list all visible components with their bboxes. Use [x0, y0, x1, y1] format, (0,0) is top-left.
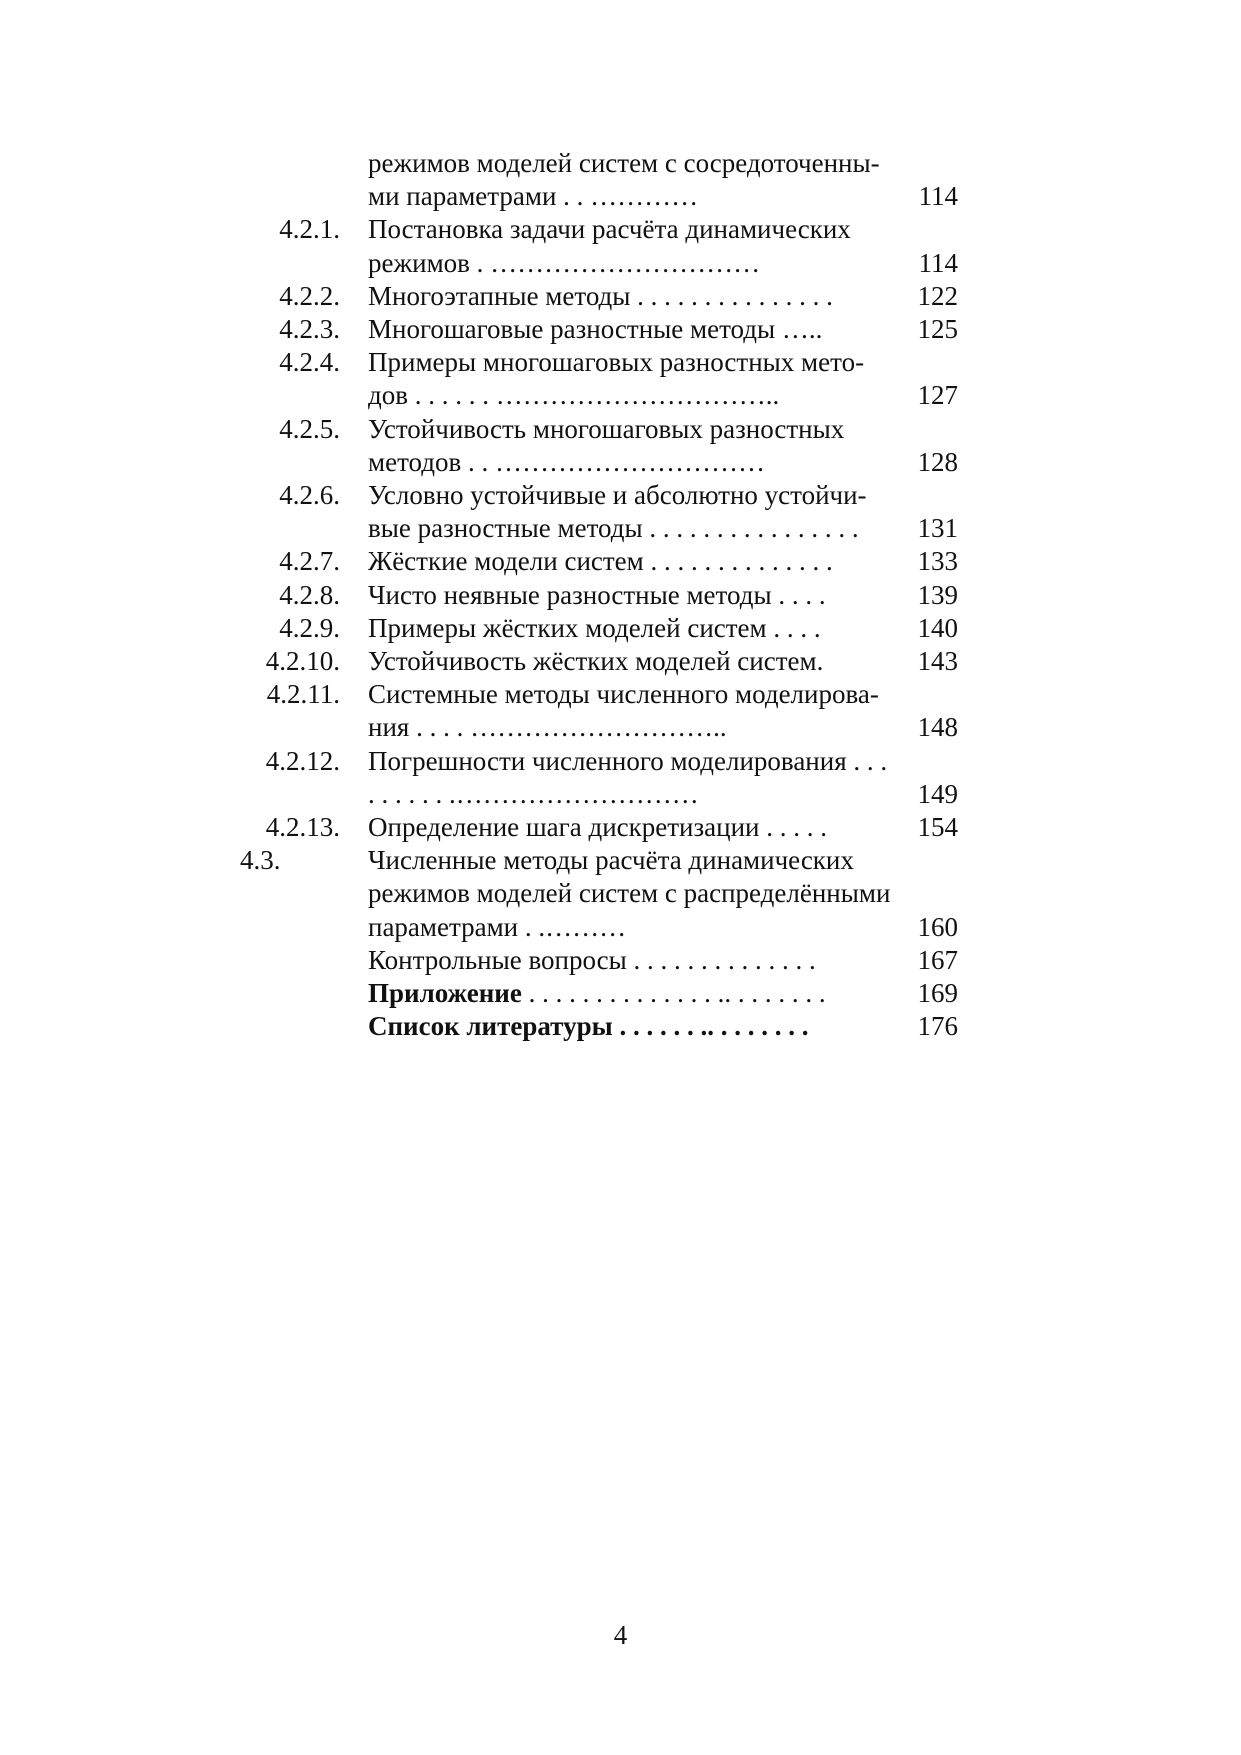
toc-entry-body: [368, 213, 958, 279]
toc-entry-number: 4.2.12.: [265, 745, 340, 776]
toc-line: [368, 479, 958, 512]
toc-line-text: Многошаговые разностные методы …..: [368, 314, 823, 345]
toc-line: [368, 811, 958, 844]
toc-line: [368, 711, 958, 744]
toc-entry-number: 4.2.11.: [266, 679, 340, 710]
toc-line: [368, 313, 958, 346]
toc-page-number: 167: [917, 944, 958, 975]
toc-line-text: режимов моделей систем с сосредоточенны-: [368, 148, 880, 178]
toc-entry: [240, 413, 1020, 479]
toc-line: [368, 645, 958, 678]
toc-bold-title: Список литературы: [368, 1011, 613, 1042]
toc-line-text: Устойчивость жёстких моделей систем.: [368, 646, 824, 677]
toc-page-number: 114: [918, 181, 958, 212]
toc-page-number: [906, 678, 958, 711]
toc-entry-number: 4.2.1.: [279, 214, 340, 245]
toc-page-number: [906, 147, 958, 180]
toc-entry: [240, 479, 1020, 545]
toc-entry: [240, 545, 1020, 578]
toc-page-number: 133: [917, 546, 958, 577]
toc-line-text: ния . . . . ………………………..: [368, 712, 727, 743]
toc-entry-body: [368, 545, 958, 578]
toc-line-text: режимов моделей систем с распределёнными: [368, 878, 891, 909]
toc-page-number: 148: [917, 712, 958, 743]
toc-line-text: режимов . …………………………: [368, 247, 761, 278]
toc-page-number: 139: [917, 579, 958, 610]
toc-line-text: [368, 977, 906, 1010]
toc-entry: [240, 944, 1020, 977]
toc-line: [368, 778, 958, 811]
toc-entry-number: 4.2.7.: [279, 546, 340, 577]
toc-line-text: Условно устойчивые и абсолютно устойчи-: [368, 480, 867, 511]
toc-entry-body: [368, 280, 958, 313]
toc-entry: [240, 280, 1020, 313]
toc-line: [368, 147, 958, 180]
toc-entry-body: [368, 745, 958, 811]
toc-leader-dots: . . . . . . .. . . . . . . .: [612, 1011, 809, 1042]
toc-entry-number: 4.2.13.: [265, 812, 340, 843]
toc-entry: [240, 811, 1020, 844]
toc-line: [368, 346, 958, 379]
toc-line-text: Погрешности численного моделирования . . .: [368, 745, 888, 776]
toc-entry: [240, 678, 1020, 744]
toc-entry: [240, 745, 1020, 811]
toc-line-text: Численные методы расчёта динамических: [368, 845, 854, 876]
toc-line-text: Определение шага дискретизации . . . . .: [368, 812, 827, 843]
toc-line-text: Устойчивость многошаговых разностных: [368, 413, 845, 444]
toc-entry-number: 4.3.: [240, 845, 281, 876]
toc-page-number: [906, 877, 958, 910]
toc-line: [368, 446, 958, 479]
toc-bold-title: Приложение: [368, 978, 522, 1009]
toc-line: [368, 944, 958, 977]
toc-entry: [240, 313, 1020, 346]
toc-line-text: Примеры многошаговых разностных мето-: [368, 347, 865, 378]
toc-line-text: Многоэтапные методы . . . . . . . . . . . . . . .: [368, 280, 833, 311]
toc-page-number: 154: [917, 812, 958, 843]
toc-line-text: параметрами . .………: [368, 911, 627, 942]
toc-entry-number: 4.2.4.: [279, 347, 340, 378]
toc-line-text: Постановка задачи расчёта динамических: [368, 214, 851, 245]
toc-entry-body: [368, 645, 958, 678]
toc-entry-body: [368, 579, 958, 612]
toc-page-number: 149: [917, 778, 958, 809]
toc-line-text: Контрольные вопросы . . . . . . . . . . . . . .: [368, 944, 816, 975]
toc-entry: [240, 579, 1020, 612]
toc-line: [368, 977, 958, 1010]
toc-page-number: 128: [917, 446, 958, 477]
toc-entry: [240, 1010, 1020, 1043]
toc-page-number: 122: [917, 280, 958, 311]
toc-entry-body: [368, 944, 958, 977]
toc-line: [368, 512, 958, 545]
toc-line: [368, 545, 958, 578]
toc-entry-number: 4.2.9.: [279, 612, 340, 643]
toc-page-number: [906, 844, 958, 877]
toc-line-text: Жёсткие модели систем . . . . . . . . . . . . . .: [368, 546, 833, 577]
toc-entry: [240, 213, 1020, 279]
toc-line: [368, 745, 958, 778]
toc-entry-number: 4.2.5.: [279, 413, 340, 444]
toc-line-text: [368, 1010, 906, 1043]
toc-entry: [240, 977, 1020, 1010]
toc-entry-body: [368, 811, 958, 844]
toc-line: [368, 1010, 958, 1043]
toc-entry: [240, 844, 1020, 944]
toc-entry-number: 4.2.10.: [265, 646, 340, 677]
toc-line-text: Чисто неявные разностные методы . . . .: [368, 579, 826, 610]
toc-entry-body: [368, 346, 958, 412]
toc-line: [368, 379, 958, 412]
toc-entry-body: [368, 479, 958, 545]
toc-entry-body: [368, 977, 958, 1010]
toc-line: [368, 877, 958, 910]
toc-page-number: 125: [917, 314, 958, 345]
toc-page-number: [906, 213, 958, 246]
toc-page-number: [906, 413, 958, 446]
toc-line: [368, 844, 958, 877]
toc-line: [368, 413, 958, 446]
toc-entry: [240, 346, 1020, 412]
toc-entry: [240, 612, 1020, 645]
toc-entry-number: 4.2.8.: [279, 579, 340, 610]
toc-line: [368, 911, 958, 944]
toc-line-text: . . . . . . .………………………: [368, 778, 699, 809]
toc-entry-body: [368, 678, 958, 744]
toc-entry-body: [368, 1010, 958, 1043]
toc-line-text: дов . . . . . . …………………………..: [368, 380, 780, 411]
toc-line-text: Системные методы численного моделирова-: [368, 679, 879, 710]
toc-line: [368, 678, 958, 711]
toc-entry-number: 4.2.6.: [279, 480, 340, 511]
toc-page-number: [906, 479, 958, 512]
toc-entry-body: [368, 612, 958, 645]
toc-entry: [240, 645, 1020, 678]
toc-line: [368, 247, 958, 280]
toc-line-text: ми параметрами . . …………: [368, 181, 699, 212]
toc-page-number: 176: [917, 1011, 958, 1042]
table-of-contents: [240, 147, 1020, 1043]
toc-page-number: 143: [917, 646, 958, 677]
toc-page-number: 127: [917, 380, 958, 411]
toc-page-number: 169: [917, 978, 958, 1009]
toc-page-number: 131: [917, 513, 958, 544]
toc-entry-number: 4.2.3.: [279, 314, 340, 345]
toc-page-number: 140: [917, 612, 958, 643]
toc-page-number: 160: [917, 911, 958, 942]
toc-entry-number: 4.2.2.: [279, 280, 340, 311]
page-number: 4: [613, 1620, 628, 1650]
toc-line-text: вые разностные методы . . . . . . . . . . . . . . . .: [368, 513, 859, 544]
toc-entry-body: [368, 413, 958, 479]
toc-line: [368, 213, 958, 246]
toc-page-number: [906, 745, 958, 778]
toc-entry: [240, 147, 1020, 213]
toc-page-number: [906, 346, 958, 379]
toc-entry-body: [368, 313, 958, 346]
toc-line: [368, 180, 958, 213]
toc-line-text: методов . . …………………………: [368, 446, 765, 477]
toc-entry-body: [368, 844, 958, 944]
toc-leader-dots: . . . . . . . . . . . . . . .. . . . . . . .: [521, 978, 826, 1009]
toc-entry-body: [368, 147, 958, 213]
toc-page-number: 114: [918, 247, 958, 278]
toc-line: [368, 612, 958, 645]
toc-line: [368, 280, 958, 313]
toc-line: [368, 579, 958, 612]
toc-line-text: Примеры жёстких моделей систем . . . .: [368, 612, 821, 643]
